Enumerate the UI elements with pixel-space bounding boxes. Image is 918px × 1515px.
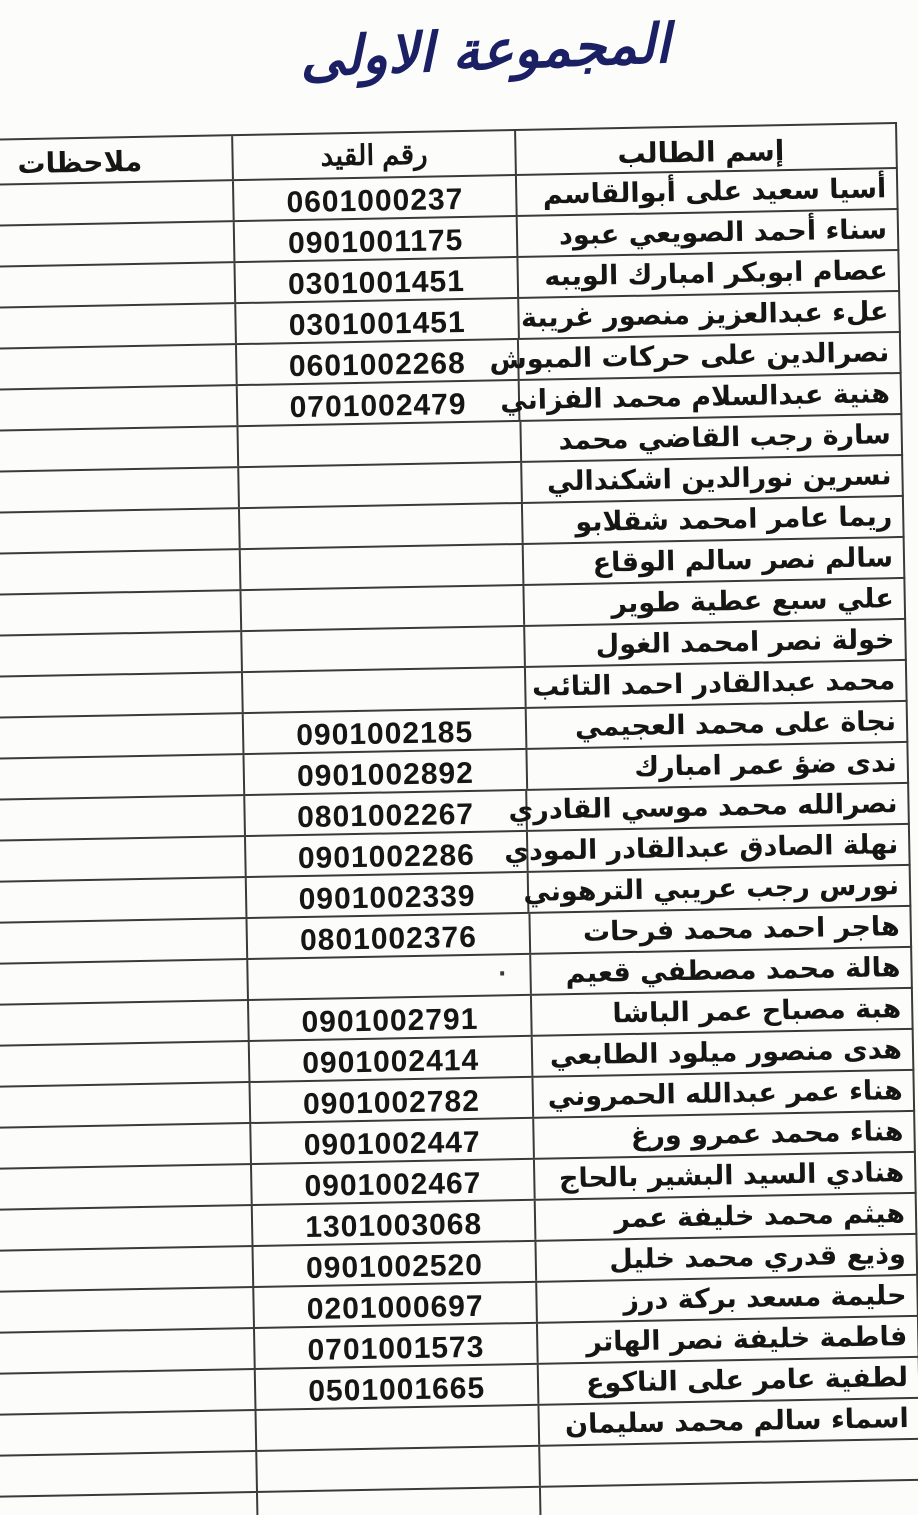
student-name-cell: سارة رجب القاضي محمد: [519, 415, 901, 461]
student-name-cell: سالم نصر سالم الوقاع: [521, 538, 903, 584]
notes-cell: [0, 468, 238, 513]
student-name-cell: محمد عبدالقادر احمد التائب: [524, 661, 906, 707]
notes-cell: [0, 1165, 251, 1210]
notes-cell: [0, 960, 247, 1005]
registration-number-cell: 0201000697: [253, 1283, 536, 1327]
registration-number-cell: 0701002479: [236, 381, 519, 425]
notes-cell: [0, 591, 241, 636]
registration-number-cell: [239, 545, 522, 589]
notes-cell: [0, 304, 235, 349]
notes-cell: [0, 1206, 252, 1251]
registration-number-cell: 0501001665: [254, 1365, 537, 1409]
notes-cell: [0, 263, 235, 308]
registration-number-cell: 0901002339: [245, 873, 528, 917]
notes-cell: [0, 632, 241, 677]
student-name-cell: نسرين نورالدين اشكندالي: [520, 456, 902, 502]
registration-number-cell: [241, 627, 524, 671]
student-name-cell: علي سبع عطية طوير: [522, 579, 904, 625]
notes-cell: [0, 1124, 250, 1169]
student-name-cell: علء عبدالعزيز منصور غريبة: [517, 292, 899, 338]
student-name-cell: ريما عامر امحمد شقلابو: [521, 497, 903, 543]
student-name-cell: سناء أحمد الصويعي عبود: [515, 210, 897, 256]
registration-number-cell: [247, 955, 530, 999]
notes-cell: [0, 755, 244, 800]
registration-number-cell: 0601000237: [232, 176, 515, 220]
notes-cell: [0, 1083, 250, 1128]
registration-number-cell: [238, 463, 521, 507]
registration-number-cell: [240, 586, 523, 630]
registration-number-cell: [256, 1447, 539, 1491]
student-name-cell: هالة محمد مصطفي قعيم: [529, 948, 911, 994]
student-name-cell: هناء عمر عبدالله الحمروني: [531, 1071, 913, 1117]
handwritten-group-title: المجموعة الاولى: [298, 10, 672, 90]
notes-cell: [0, 919, 247, 964]
student-name-cell: لطفية عامر على الناكوع: [536, 1358, 918, 1404]
notes-cell: [0, 837, 245, 882]
registration-number-cell: 0801002376: [246, 914, 529, 958]
student-name-cell: هيثم محمد خليفة عمر: [533, 1194, 915, 1240]
header-notes: ملاحظات: [17, 144, 143, 181]
notes-cell: [0, 1001, 248, 1046]
student-name-cell: عصام ابوبكر امبارك الويبه: [516, 251, 898, 297]
student-name-cell: هدى منصور ميلود الطابعي: [530, 1030, 912, 1076]
student-name-cell: نصرالدين على حركات المبوش: [517, 333, 900, 379]
notes-cell: [0, 796, 244, 841]
registration-number-cell: 0701001573: [253, 1324, 536, 1368]
registration-number-cell: 0901002520: [252, 1242, 535, 1286]
student-name-cell: [538, 1440, 918, 1486]
student-table: [0, 122, 918, 1515]
registration-number-cell: 0901001175: [233, 217, 516, 261]
notes-cell: [0, 222, 234, 267]
student-name-cell: وذيع قدري محمد خليل: [534, 1235, 916, 1281]
student-name-cell: [539, 1481, 918, 1515]
registration-number-cell: 1301003068: [251, 1201, 534, 1245]
notes-cell: [0, 1370, 255, 1415]
registration-number-cell: [256, 1488, 539, 1515]
student-name-cell: فاطمة خليفة نصر الهاتر: [536, 1317, 918, 1363]
registration-number-cell: 0901002414: [248, 1037, 531, 1081]
notes-cell: [0, 673, 242, 718]
student-name-cell: هبة مصباح عمر الباشا: [530, 989, 912, 1035]
notes-cell: [0, 181, 233, 226]
student-name-cell: نصرالله محمد موسي القادري: [525, 784, 908, 830]
student-name-cell: نجاة على محمد العجيمي: [524, 702, 906, 748]
registration-number-cell: [237, 422, 520, 466]
notes-cell: [0, 509, 239, 554]
notes-cell: [0, 714, 243, 759]
registration-number-cell: 0901002185: [242, 709, 525, 753]
header-student-name: إسم الطالب: [514, 124, 896, 174]
notes-cell: [0, 1493, 257, 1515]
registration-number-cell: 0301001451: [234, 258, 517, 302]
scan-speckle: ·: [498, 962, 507, 987]
notes-cell: [0, 1288, 253, 1333]
notes-cell: [0, 878, 245, 923]
notes-cell: [0, 1411, 256, 1456]
registration-number-cell: 0901002892: [243, 750, 526, 794]
student-name-cell: حليمة مسعد بركة درز: [535, 1276, 917, 1322]
notes-cell: [0, 1329, 254, 1374]
registration-number-cell: 0901002447: [250, 1119, 533, 1163]
student-name-cell: خولة نصر امحمد الغول: [523, 620, 905, 666]
student-name-cell: أسيا سعيد على أبوالقاسم: [515, 169, 897, 215]
notes-cell: [0, 386, 236, 431]
student-table-body: [0, 169, 918, 1515]
notes-cell: [0, 1247, 253, 1292]
student-name-cell: هنية عبدالسلام محمد الفزاني: [518, 374, 901, 420]
student-name-cell: هنادي السيد البشير بالحاج: [533, 1153, 915, 1199]
student-name-cell: ندى ضؤ عمر امبارك: [525, 743, 907, 789]
student-name-cell: هناء محمد عمرو ورغ: [532, 1112, 914, 1158]
registration-number-cell: 0901002791: [247, 996, 530, 1040]
student-name-cell: نهلة الصادق عبدالقادر المودي: [526, 825, 909, 871]
registration-number-cell: [255, 1406, 538, 1450]
student-name-cell: اسماء سالم محمد سليمان: [537, 1399, 918, 1445]
student-name-cell: نورس رجب عريبي الترهوني: [527, 866, 910, 912]
notes-cell: [0, 1042, 249, 1087]
registration-number-cell: [238, 504, 521, 548]
registration-number-cell: 0301001451: [235, 299, 518, 343]
registration-number-cell: 0901002286: [244, 832, 527, 876]
notes-cell: [0, 345, 236, 390]
registration-number-cell: 0901002467: [250, 1160, 533, 1204]
registration-number-cell: 0801002267: [243, 791, 526, 835]
notes-cell: [0, 427, 238, 472]
notes-cell: [0, 550, 240, 595]
registration-number-cell: 0901002782: [249, 1078, 532, 1122]
registration-number-cell: [241, 668, 524, 712]
header-registration-number: رقم القيد: [232, 131, 515, 179]
registration-number-cell: 0601002268: [235, 340, 518, 384]
student-name-cell: هاجر احمد محمد فرحات: [528, 907, 910, 953]
notes-cell: [0, 1452, 256, 1497]
